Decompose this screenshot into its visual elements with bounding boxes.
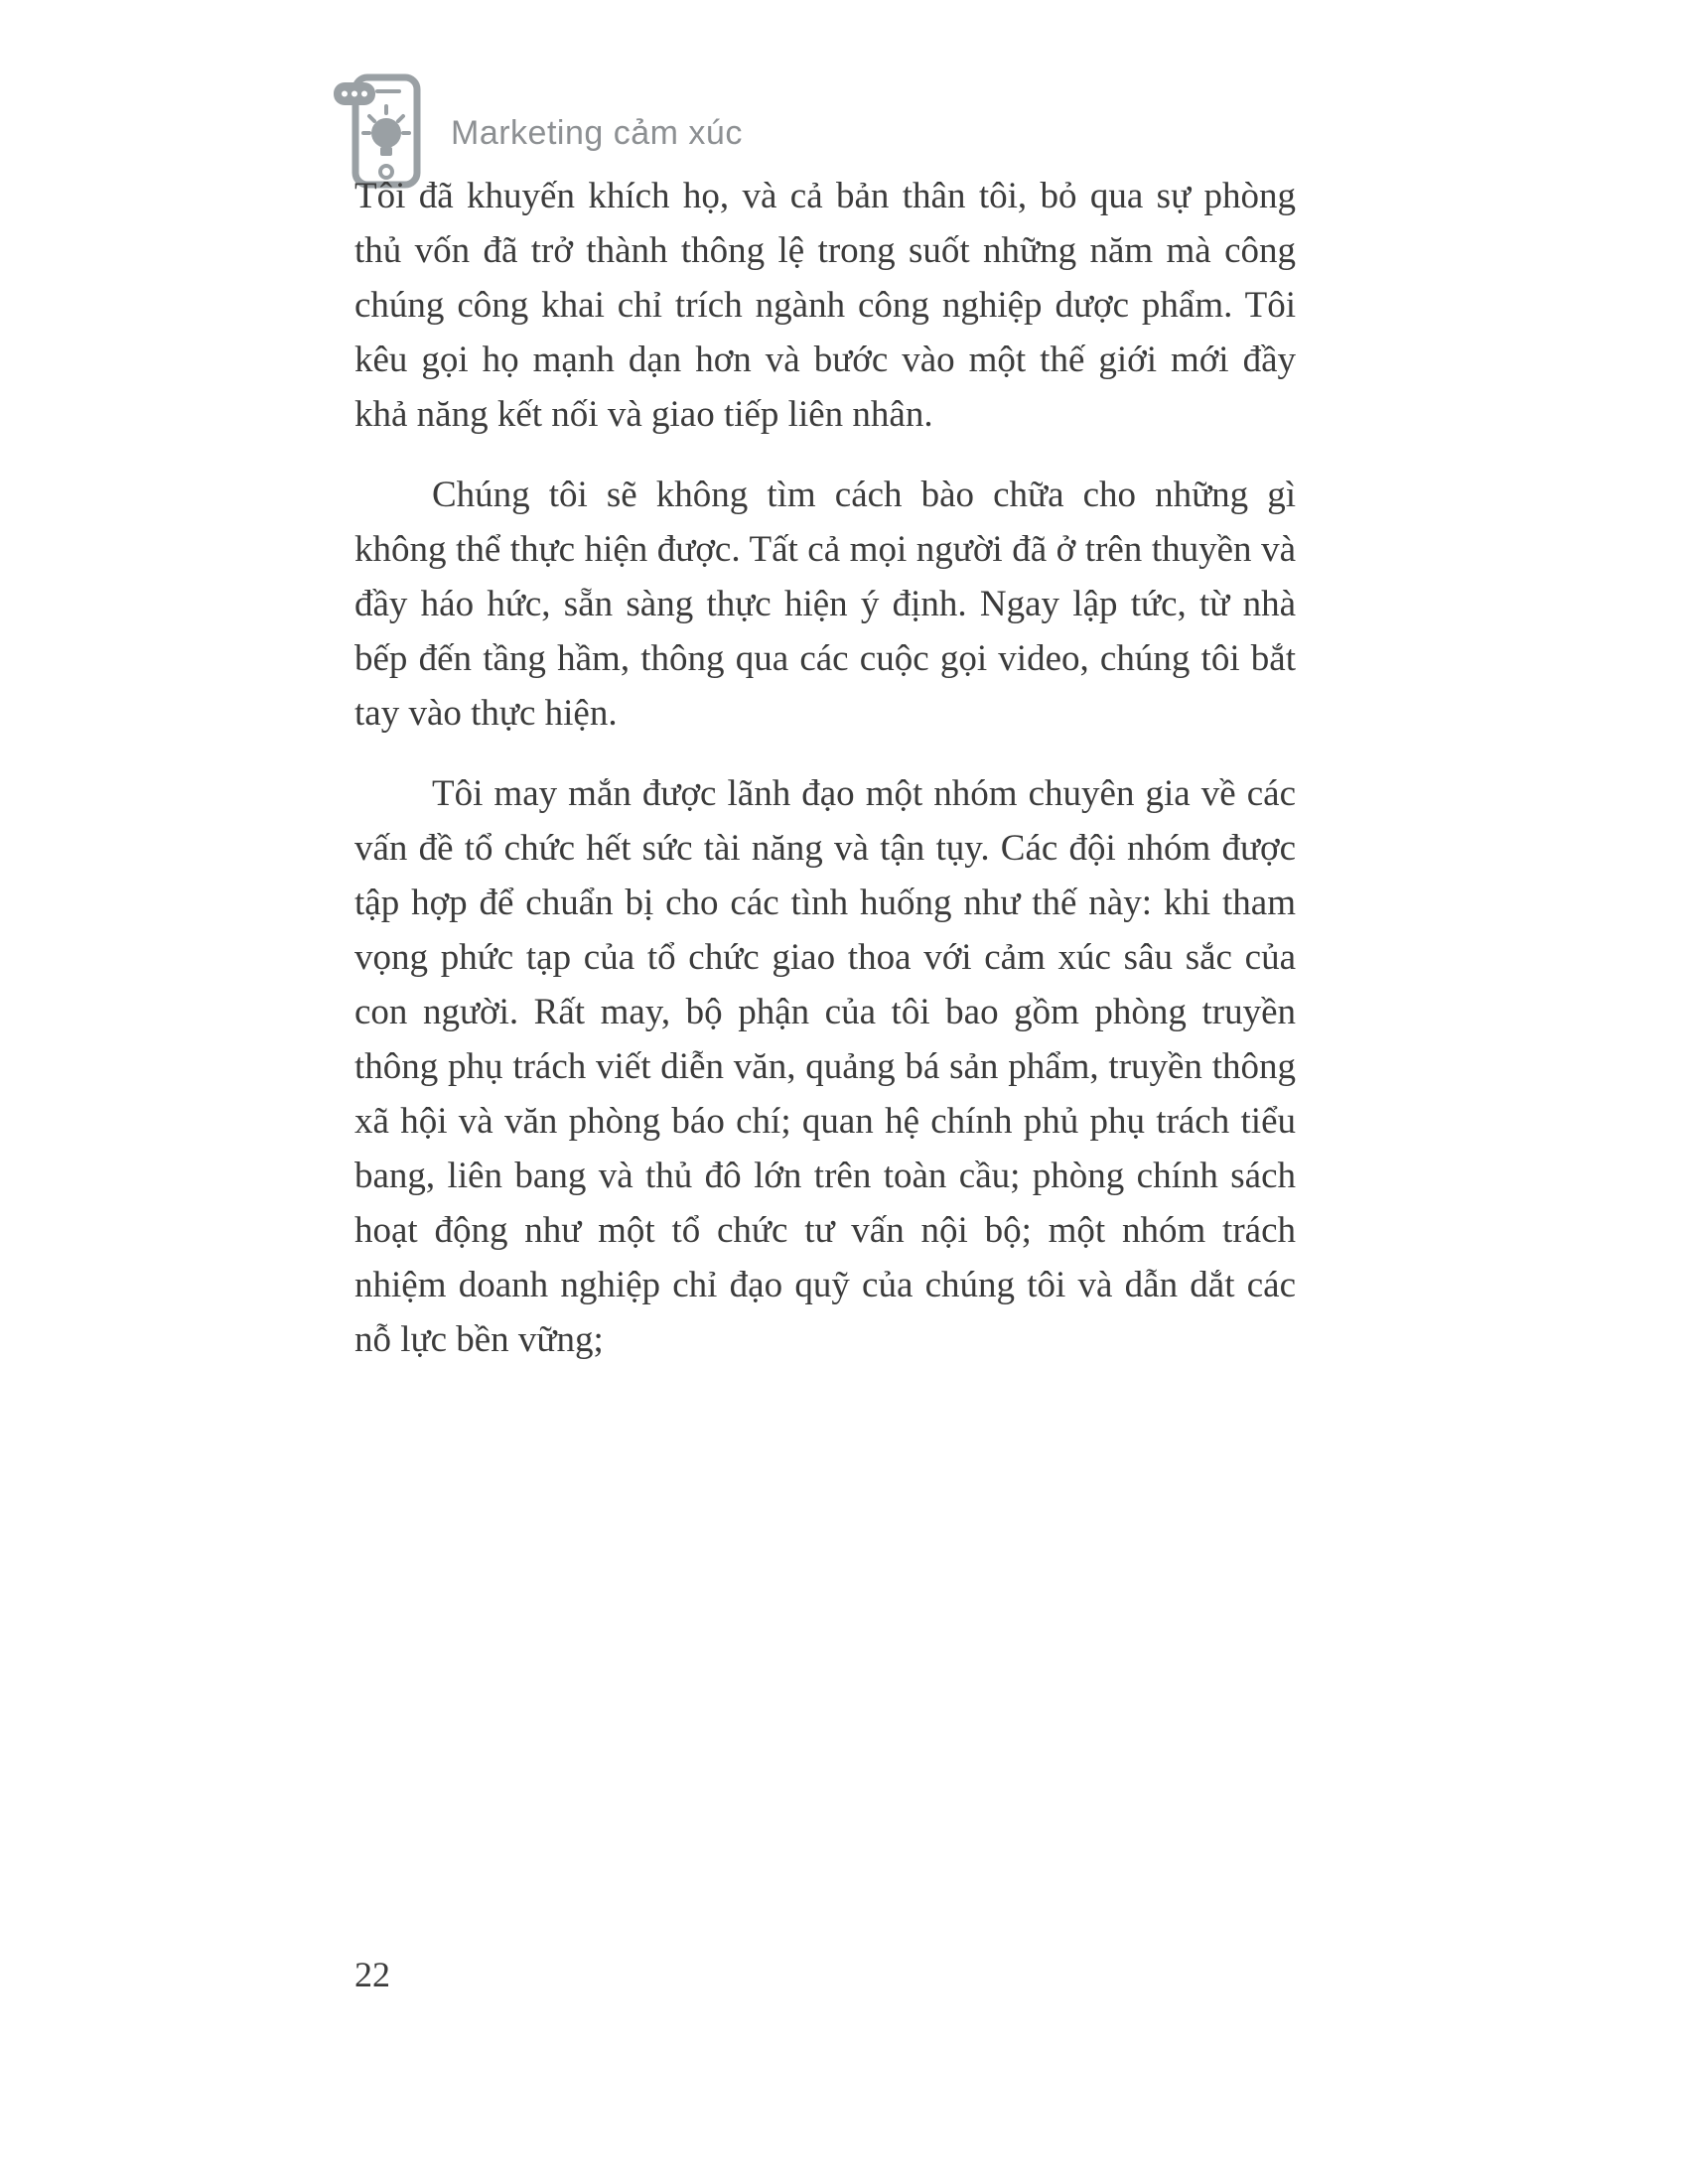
body-text — [354, 169, 1296, 1393]
paragraph: Chúng tôi sẽ không tìm cách bào chữa cho những gì không thể thực hiện được. Tất cả mọi người đã ở trên thuyền và đầy háo hức, sẵn sàng thực hiện ý định. Ngay lập tức, từ nhà bếp đến tầng hầm, thông qua các cuộc gọi video, chúng tôi bắt tay vào thực hiện. — [354, 475, 1296, 734]
paragraph: Tôi may mắn được lãnh đạo một nhóm chuyên gia về các vấn đề tổ chức hết sức tài năng và tận tụy. Các đội nhóm được tập hợp để chuẩn bị cho các tình huống như thế này: khi tham vọng phức tạp của tổ chức giao thoa với cảm xúc sâu sắc của con người. Rất may, bộ phận của tôi bao gồm phòng truyền thông phụ trách viết diễn văn, quảng bá sản phẩm, truyền thông xã hội và văn phòng báo chí; quan hệ chính phủ phụ trách tiểu bang, liên bang và thủ đô lớn trên toàn cầu; phòng chính sách hoạt động như một tổ chức tư vấn nội bộ; một nhóm trách nhiệm doanh nghiệp chỉ đạo quỹ của chúng tôi và dẫn dắt các nỗ lực bền vững; — [354, 773, 1296, 1360]
paragraph: Tôi đã khuyến khích họ, và cả bản thân tôi, bỏ qua sự phòng thủ vốn đã trở thành thông lệ trong suốt những năm mà công chúng công khai chỉ trích ngành công nghiệp dược phẩm. Tôi kêu gọi họ mạnh dạn hơn và bước vào một thế giới mới đầy khả năng kết nối và giao tiếp liên nhân. — [354, 176, 1296, 435]
page-number: 22 — [354, 1955, 390, 1994]
header-title: Marketing cảm xúc — [451, 114, 743, 152]
